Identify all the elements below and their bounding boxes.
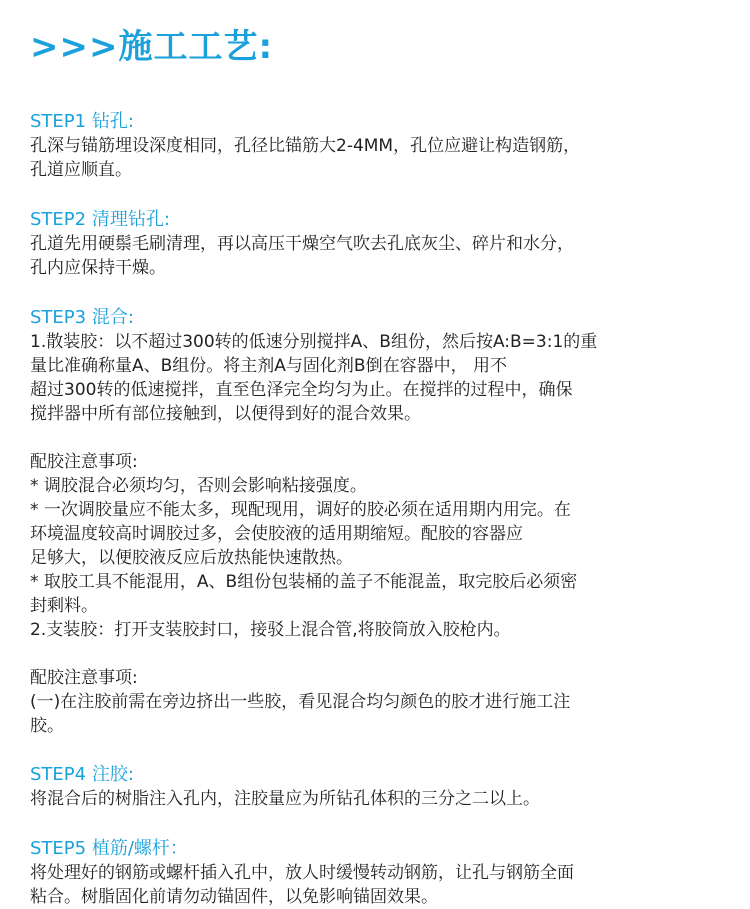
step4-line: 将混合后的树脂注入孔内，注胶量应为所钻孔体积的三分之二以上。 bbox=[30, 789, 540, 809]
step1-line: 孔深与锚筋埋设深度相同，孔径比锚筋大2-4MM，孔位应避让构造钢筋， bbox=[30, 136, 581, 156]
page-title: >>>施工工艺: bbox=[30, 27, 274, 67]
spacer bbox=[30, 182, 720, 208]
step2-section bbox=[30, 208, 720, 280]
step4-title: STEP4 注胶: bbox=[30, 764, 134, 785]
step3-section bbox=[30, 306, 720, 738]
step2-line: 孔道先用硬鬃毛刷清理，再以高压干燥空气吹去孔底灰尘、碎片和水分， bbox=[30, 234, 574, 254]
step5-line: 粘合。树脂固化前请勿动锚固件，以免影响锚固效果。 bbox=[30, 887, 438, 907]
step1-section bbox=[30, 110, 720, 182]
mixing-note-line: 胶。 bbox=[30, 716, 64, 736]
step3-title: STEP3 混合: bbox=[30, 307, 134, 328]
mixing-note-line: * 取胶工具不能混用，A、B组份包装桶的盖子不能混盖，取完胶后必须密 bbox=[30, 572, 578, 592]
spacer bbox=[30, 738, 720, 763]
step1-line: 孔道应顺直。 bbox=[30, 160, 132, 180]
step5-line: 将处理好的钢筋或螺杆插入孔中，放人时缓慢转动钢筋，让孔与钢筋全面 bbox=[30, 863, 574, 883]
cartridge-glue-line: 2.支装胶：打开支装胶封口，接驳上混合管,将胶筒放入胶枪内。 bbox=[30, 620, 511, 640]
spacer bbox=[30, 811, 720, 837]
step2-title: STEP2 清理钻孔: bbox=[30, 209, 170, 230]
step1-title: STEP1 钻孔: bbox=[30, 111, 134, 132]
mixing-note-line: (一)在注胶前需在旁边挤出一些胶，看见混合均匀颜色的胶才进行施工注 bbox=[30, 692, 571, 712]
mixing-note-line: * 调胶混合必须均匀，否则会影响粘接强度。 bbox=[30, 476, 367, 496]
step3-line: 量比准确称量A、B组份。将主剂A与固化剂B倒在容器中， 用不 bbox=[30, 356, 507, 376]
mixing-notes-heading: 配胶注意事项: bbox=[30, 452, 138, 472]
step3-line: 搅拌器中所有部位接触到，以便得到好的混合效果。 bbox=[30, 404, 421, 424]
mixing-notes-heading: 配胶注意事项: bbox=[30, 668, 138, 688]
step5-section bbox=[30, 837, 720, 909]
step3-line: 超过300转的低速搅拌，直至色泽完全均匀为止。在搅拌的过程中，确保 bbox=[30, 380, 573, 400]
step2-line: 孔内应保持干燥。 bbox=[30, 258, 166, 278]
step5-title: STEP5 植筋/螺杆： bbox=[30, 838, 188, 859]
step3-line: 1.散装胶：以不超过300转的低速分别搅拌A、B组份，然后按A:B=3:1的重 bbox=[30, 332, 598, 352]
step4-section bbox=[30, 763, 720, 811]
spacer bbox=[30, 426, 720, 450]
spacer bbox=[30, 280, 720, 306]
mixing-note-line: 环境温度较高时调胶过多，会使胶液的适用期缩短。配胶的容器应 bbox=[30, 524, 523, 544]
mixing-note-line: 封剩料。 bbox=[30, 596, 98, 616]
mixing-note-line: * 一次调胶量应不能太多，现配现用，调好的胶必须在适用期内用完。在 bbox=[30, 500, 571, 520]
spacer bbox=[30, 642, 720, 666]
mixing-note-line: 足够大，以便胶液反应后放热能快速散热。 bbox=[30, 548, 353, 568]
